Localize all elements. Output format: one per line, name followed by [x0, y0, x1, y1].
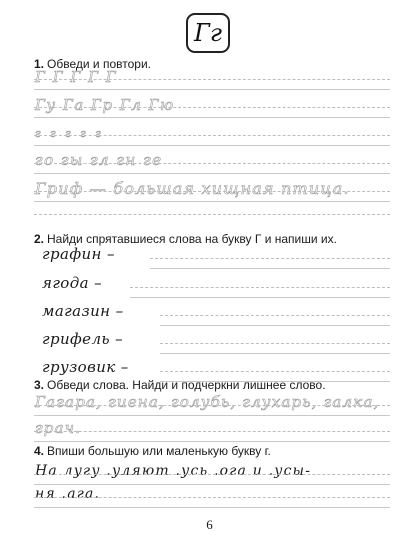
task-3-instruction: Обведи слова. Найди и подчеркни лишнее слово. — [47, 378, 326, 392]
answer-line — [130, 287, 390, 288]
hidden-word-1: графин – — [42, 245, 115, 263]
task-2-instruction: Найди спрятавшиеся слова на букву Г и напиши их. — [47, 232, 337, 246]
task-1-instruction: Обведи и повтори. — [47, 57, 151, 71]
task-4-heading — [34, 444, 271, 458]
answer-line — [160, 343, 390, 344]
page-number: 6 — [206, 517, 213, 532]
guide-line — [34, 191, 390, 192]
guide-line — [34, 431, 390, 432]
guide-line — [34, 201, 390, 202]
answer-line — [160, 353, 390, 354]
guide-line — [34, 405, 390, 406]
guide-line — [34, 484, 390, 485]
task-2-number: 2. — [34, 232, 45, 246]
letter-card — [186, 13, 230, 53]
trace-line-5: Гриф — большая хищная птица. — [35, 179, 350, 198]
guide-line — [34, 163, 390, 164]
trace-line-1: Г Г Г Г Г — [35, 68, 118, 86]
answer-line — [130, 297, 390, 298]
guide-line — [34, 89, 390, 90]
guide-line — [34, 173, 390, 174]
task-2-heading — [34, 232, 337, 246]
guide-line — [34, 117, 390, 118]
answer-line — [160, 315, 390, 316]
exercise-sentence-line-1: На лугу .уляют .усь .ога и .усы- — [35, 463, 312, 479]
hidden-word-4: грифель – — [42, 330, 124, 348]
guide-line — [34, 145, 390, 146]
guide-line — [34, 441, 390, 442]
hidden-word-5: грузовик – — [42, 358, 129, 376]
guide-line — [34, 107, 390, 108]
trace-line-2: Гу Га Гр Гл Гю — [35, 96, 175, 114]
trace-words-line-1: Гагара, гиена, голубь, глухарь, галка, — [35, 393, 380, 411]
hidden-word-3: магазин – — [42, 302, 124, 320]
exercise-sentence-line-2: ня .ага. — [35, 486, 101, 502]
answer-line — [150, 258, 390, 259]
trace-line-4: го гы гл гн ге — [35, 151, 163, 169]
letter-card-text: Гг — [193, 19, 223, 47]
task-3-number: 3. — [34, 378, 45, 392]
guide-line — [34, 79, 390, 80]
task-1-number: 1. — [34, 57, 45, 71]
trace-line-3: г г г г г — [35, 127, 104, 140]
answer-line — [160, 371, 390, 372]
answer-line — [150, 268, 390, 269]
guide-line — [34, 214, 390, 215]
guide-line — [34, 415, 390, 416]
guide-line — [34, 474, 390, 475]
answer-line — [160, 325, 390, 326]
task-3-heading — [34, 378, 326, 392]
guide-line — [34, 135, 390, 136]
guide-line — [34, 497, 390, 498]
trace-words-line-2: грач. — [35, 419, 82, 437]
task-4-number: 4. — [34, 444, 45, 458]
guide-line — [34, 507, 390, 508]
hidden-word-2: ягода – — [42, 274, 103, 292]
task-4-instruction: Впиши большую или маленькую букву г. — [47, 444, 271, 458]
